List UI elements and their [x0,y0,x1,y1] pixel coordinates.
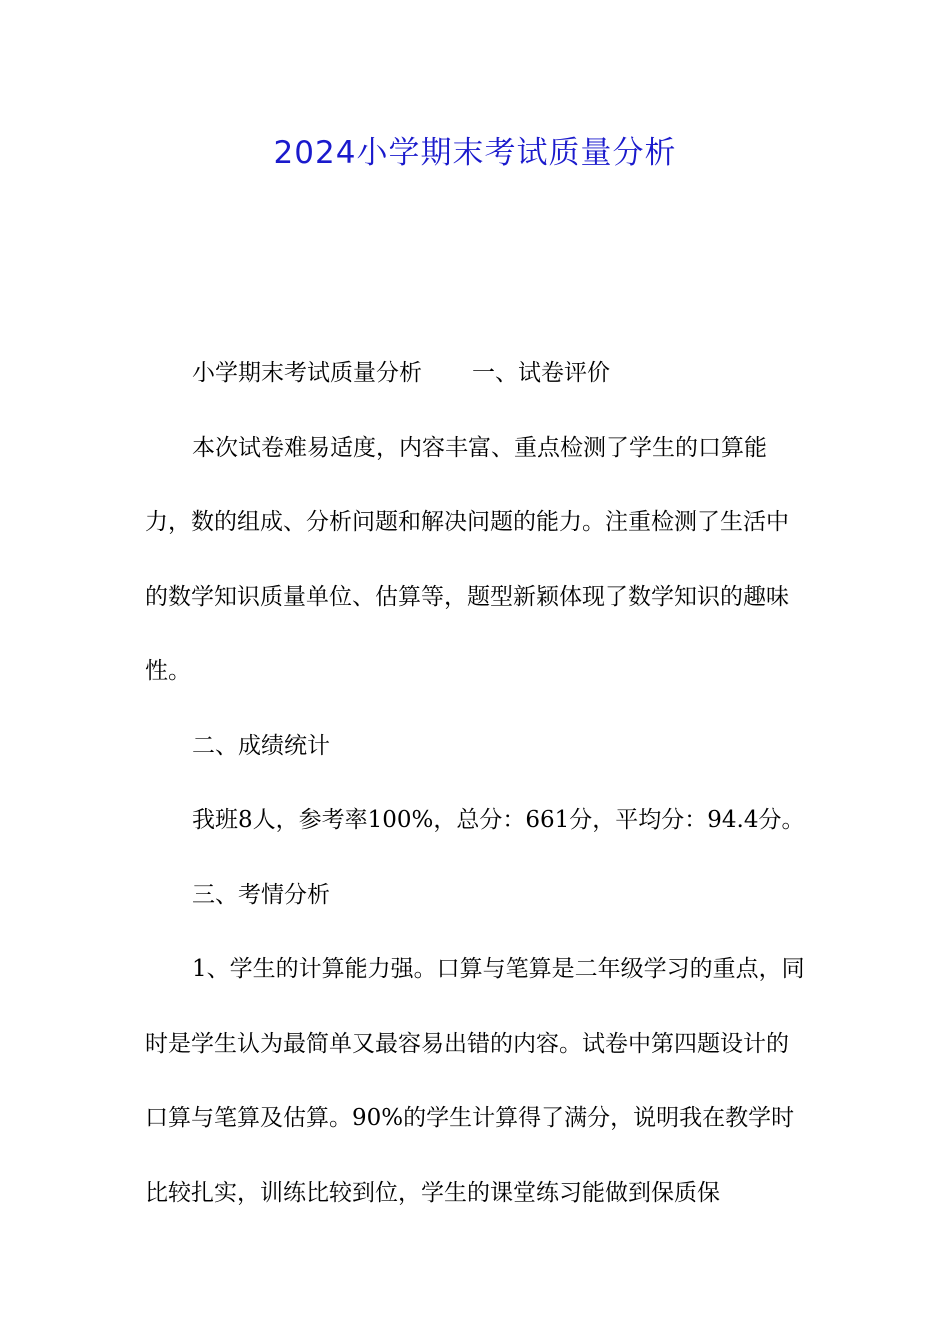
section-heading-3: 三、考情分析 [192,881,330,908]
document-title: 2024小学期末考试质量分析 [273,135,677,171]
section-heading-2: 二、成绩统计 [192,732,330,759]
paragraph-analysis-1: 1、学生的计算能力强。口算与笔算是二年级学习的重点，同时是学生认为最简单又最容易出错的内容。试卷中第四题设计的口算与笔算及估算。90%的学生计算得了满分，说明我在教学时比较扎实，训练比较到位，学生的课堂练习能做到保质保 [145,956,805,1206]
paragraph-score-stats: 我班8人，参考率100%，总分：661分，平均分：94.4分。 [192,807,805,833]
paragraph-exam-evaluation: 本次试卷难易适度，内容丰富、重点检测了学生的口算能力，数的组成、分析问题和解决问题的能力。注重检测了生活中的数学知识质量单位、估算等，题型新颖体现了数学知识的趣味性。 [145,434,789,684]
document-body [145,336,810,1230]
intro-title-text: 小学期末考试质量分析 [192,360,422,386]
section-heading-1: 一、试卷评价 [472,360,610,386]
intro-heading [145,336,810,411]
